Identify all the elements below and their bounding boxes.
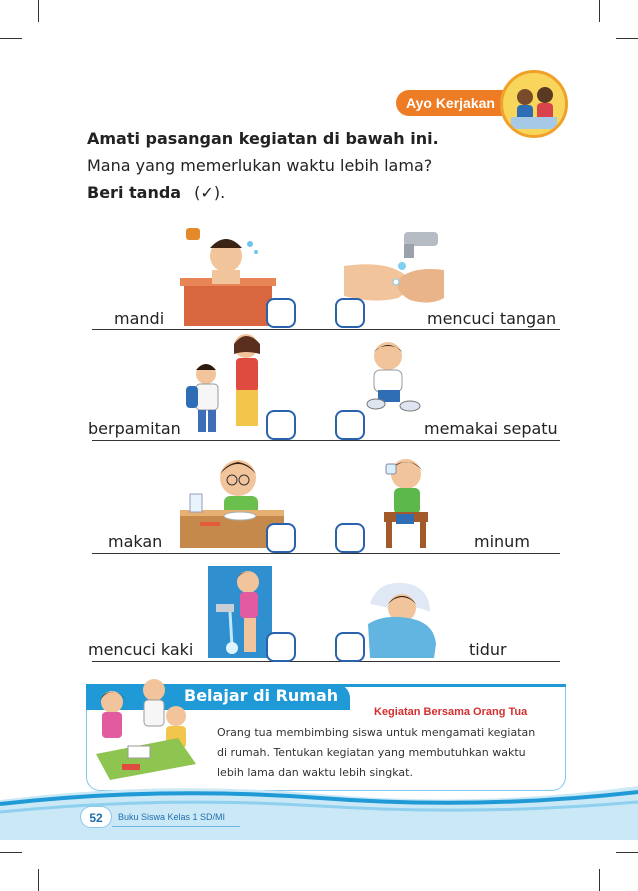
- instruction-line-2: Mana yang memerlukan waktu lebih lama?: [87, 156, 433, 175]
- answer-checkbox-right[interactable]: [335, 632, 365, 662]
- row-divider: [92, 661, 560, 662]
- answer-checkbox-left[interactable]: [266, 632, 296, 662]
- activity-label-left: berpamitan: [88, 419, 181, 438]
- sleeping-illustration: [364, 574, 438, 658]
- page-number: 52: [80, 806, 112, 828]
- activity-label-right: mencuci tangan: [427, 309, 557, 328]
- saying-goodbye-illustration: [180, 330, 276, 442]
- answer-checkbox-left[interactable]: [266, 410, 296, 440]
- home-learning-subtitle: Kegiatan Bersama Orang Tua: [374, 706, 528, 718]
- activity-label-left: mencuci kaki: [88, 640, 194, 659]
- footer-underline: [112, 826, 240, 827]
- row-divider: [92, 329, 560, 330]
- answer-checkbox-left[interactable]: [266, 298, 296, 328]
- crop-mark: [0, 38, 22, 39]
- crop-mark: [38, 869, 39, 891]
- instruction-line-3: Beri tanda: [87, 183, 182, 202]
- crop-mark: [38, 0, 39, 22]
- crop-mark: [0, 852, 22, 853]
- home-learning-title: Belajar di Rumah: [184, 686, 339, 705]
- putting-on-shoes-illustration: [362, 338, 426, 414]
- crop-mark: [599, 869, 600, 891]
- children-badge-icon: [500, 70, 568, 138]
- crop-mark: [616, 852, 638, 853]
- answer-checkbox-left[interactable]: [266, 523, 296, 553]
- ayo-kerjakan-label: Ayo Kerjakan: [396, 90, 516, 116]
- bathing-illustration: [176, 222, 280, 328]
- home-learning-text-line: lebih lama dan waktu lebih singkat.: [217, 766, 413, 779]
- home-learning-text-line: Orang tua membimbing siswa untuk mengamati kegiatan: [217, 726, 536, 739]
- row-divider: [92, 553, 560, 554]
- book-title: Buku Siswa Kelas 1 SD/MI: [118, 812, 226, 822]
- family-study-illustration: [92, 676, 200, 786]
- drinking-illustration: [376, 454, 440, 550]
- activity-label-left: mandi: [114, 309, 165, 328]
- activity-label-right: tidur: [469, 640, 507, 659]
- activity-label-right: minum: [474, 532, 530, 551]
- home-learning-text-line: di rumah. Tentukan kegiatan yang membutuhkan waktu: [217, 746, 526, 759]
- instruction-line-1: Amati pasangan kegiatan di bawah ini.: [87, 129, 439, 148]
- crop-mark: [599, 0, 600, 22]
- answer-checkbox-right[interactable]: [335, 410, 365, 440]
- activity-label-right: memakai sepatu: [424, 419, 558, 438]
- answer-checkbox-right[interactable]: [335, 298, 365, 328]
- answer-checkbox-right[interactable]: [335, 523, 365, 553]
- activity-label-left: makan: [108, 532, 163, 551]
- checkmark-hint: (✓).: [194, 183, 226, 202]
- crop-mark: [616, 38, 638, 39]
- row-divider: [92, 440, 560, 441]
- washing-feet-illustration: [208, 566, 272, 658]
